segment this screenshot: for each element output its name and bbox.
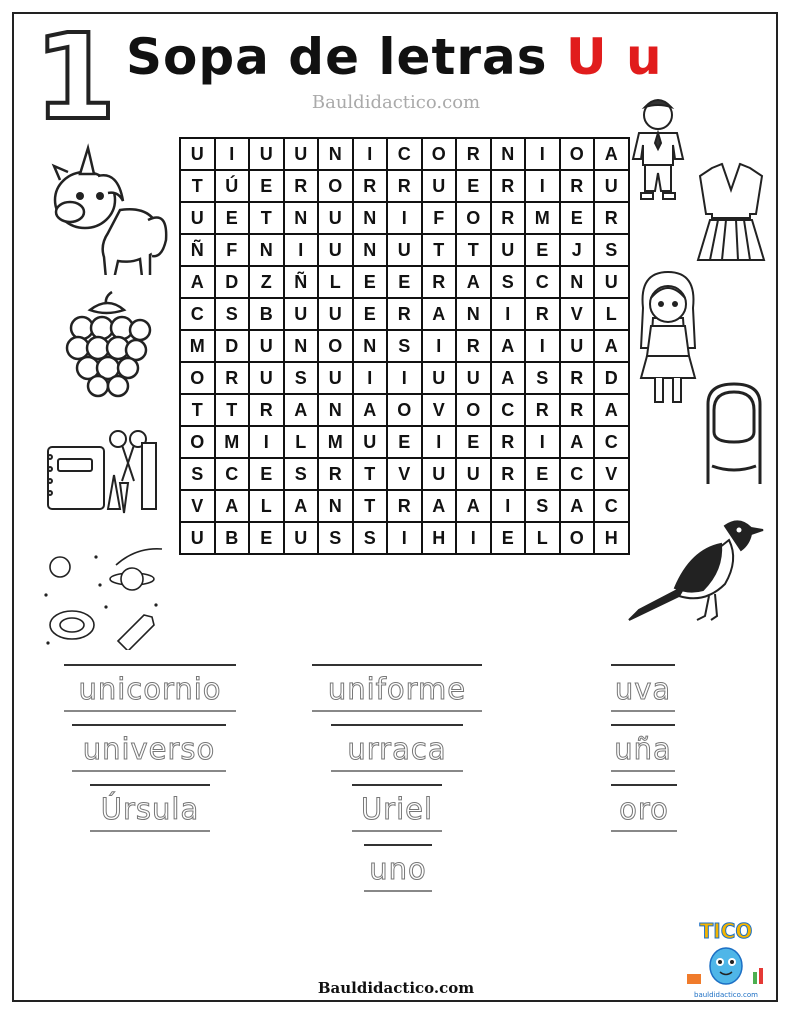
grid-cell[interactable]: V <box>387 458 422 490</box>
grid-cell[interactable]: U <box>318 298 353 330</box>
grid-cell[interactable]: C <box>215 458 250 490</box>
grid-cell[interactable]: C <box>560 458 595 490</box>
grid-cell[interactable]: Ñ <box>180 234 215 266</box>
grid-cell[interactable]: U <box>249 362 284 394</box>
grid-cell[interactable]: R <box>525 394 560 426</box>
grid-cell[interactable]: I <box>353 138 388 170</box>
grid-cell[interactable]: L <box>249 490 284 522</box>
grid-cell[interactable]: I <box>456 522 491 554</box>
grid-cell[interactable]: R <box>525 298 560 330</box>
grid-cell[interactable]: U <box>491 234 526 266</box>
grid-cell[interactable]: U <box>422 170 457 202</box>
grid-cell[interactable]: H <box>422 522 457 554</box>
grid-cell[interactable]: A <box>491 330 526 362</box>
trace-word-urraca: urraca <box>331 724 463 772</box>
grid-cell[interactable]: A <box>284 490 319 522</box>
grid-cell[interactable]: E <box>249 458 284 490</box>
grid-cell[interactable]: I <box>387 202 422 234</box>
grid-cell[interactable]: Z <box>249 266 284 298</box>
grid-cell[interactable]: S <box>387 330 422 362</box>
grid-cell[interactable]: A <box>594 330 629 362</box>
grid-cell[interactable]: S <box>180 458 215 490</box>
grid-cell[interactable]: I <box>422 426 457 458</box>
grid-cell[interactable]: U <box>180 138 215 170</box>
grid-cell[interactable]: R <box>491 170 526 202</box>
grid-cell[interactable]: R <box>318 458 353 490</box>
grid-cell[interactable]: U <box>456 362 491 394</box>
grid-cell[interactable]: M <box>180 330 215 362</box>
grid-row <box>180 234 629 266</box>
grid-cell[interactable]: S <box>525 362 560 394</box>
grid-cell[interactable]: N <box>249 234 284 266</box>
trace-word-universo: universo <box>72 724 226 772</box>
grid-row <box>180 202 629 234</box>
school-supplies-picture <box>42 425 162 517</box>
trace-word-oro: oro <box>611 784 677 832</box>
grid-cell[interactable]: S <box>284 458 319 490</box>
grapes-picture <box>60 290 155 405</box>
grid-row <box>180 490 629 522</box>
grid-cell[interactable]: O <box>560 138 595 170</box>
grid-cell[interactable]: V <box>560 298 595 330</box>
grid-row <box>180 170 629 202</box>
site-watermark-top: Bauldidactico.com <box>311 92 481 113</box>
grid-cell[interactable]: V <box>594 458 629 490</box>
trace-word-una: uña <box>611 724 675 772</box>
grid-cell[interactable]: E <box>249 170 284 202</box>
grid-cell[interactable]: C <box>180 298 215 330</box>
grid-cell[interactable]: T <box>215 394 250 426</box>
trace-word-uno: uno <box>364 844 432 892</box>
grid-cell[interactable]: R <box>284 170 319 202</box>
grid-cell[interactable]: A <box>594 138 629 170</box>
grid-cell[interactable]: A <box>353 394 388 426</box>
grid-cell[interactable]: J <box>560 234 595 266</box>
grid-cell[interactable]: R <box>249 394 284 426</box>
grid-cell[interactable]: E <box>249 522 284 554</box>
grid-cell[interactable]: O <box>456 202 491 234</box>
grid-row <box>180 330 629 362</box>
grid-cell[interactable]: U <box>387 234 422 266</box>
grid-cell[interactable]: L <box>318 266 353 298</box>
grid-cell[interactable]: L <box>525 522 560 554</box>
svg-text:1: 1 <box>33 18 117 130</box>
grid-cell[interactable]: N <box>318 490 353 522</box>
grid-cell[interactable]: N <box>353 330 388 362</box>
grid-cell[interactable]: E <box>456 426 491 458</box>
grid-cell[interactable]: U <box>353 426 388 458</box>
grid-cell[interactable]: M <box>525 202 560 234</box>
grid-cell[interactable]: M <box>318 426 353 458</box>
grid-cell[interactable]: U <box>318 202 353 234</box>
grid-cell[interactable]: V <box>422 394 457 426</box>
grid-cell[interactable]: O <box>387 394 422 426</box>
grid-cell[interactable]: A <box>422 298 457 330</box>
grid-cell[interactable]: I <box>491 490 526 522</box>
word-search-grid <box>179 137 630 555</box>
grid-cell[interactable]: N <box>284 330 319 362</box>
grid-cell[interactable]: E <box>560 202 595 234</box>
grid-cell[interactable]: U <box>422 458 457 490</box>
trace-word-unicornio: unicornio <box>64 664 236 712</box>
grid-row <box>180 394 629 426</box>
grid-cell[interactable]: E <box>387 266 422 298</box>
grid-cell[interactable]: N <box>456 298 491 330</box>
grid-cell[interactable]: R <box>422 266 457 298</box>
page-title <box>126 22 663 92</box>
grid-cell[interactable]: A <box>215 490 250 522</box>
grid-cell[interactable]: I <box>387 362 422 394</box>
grid-cell[interactable]: U <box>594 170 629 202</box>
grid-cell[interactable]: U <box>594 266 629 298</box>
grid-cell[interactable]: O <box>422 138 457 170</box>
grid-cell[interactable]: I <box>525 170 560 202</box>
universe-picture <box>36 545 166 650</box>
grid-cell[interactable]: R <box>560 394 595 426</box>
grid-cell[interactable]: T <box>422 234 457 266</box>
grid-cell[interactable]: L <box>284 426 319 458</box>
grid-cell[interactable]: U <box>456 458 491 490</box>
trace-word-ursula: Úrsula <box>90 784 210 832</box>
grid-cell[interactable]: T <box>456 234 491 266</box>
grid-cell[interactable]: V <box>180 490 215 522</box>
grid-cell[interactable]: R <box>387 170 422 202</box>
grid-cell[interactable]: A <box>422 490 457 522</box>
grid-cell[interactable]: I <box>387 522 422 554</box>
grid-cell[interactable]: S <box>353 522 388 554</box>
grid-cell[interactable]: C <box>387 138 422 170</box>
grid-cell[interactable]: U <box>422 362 457 394</box>
grid-cell[interactable]: L <box>594 298 629 330</box>
grid-cell[interactable]: O <box>180 362 215 394</box>
grid-cell[interactable]: M <box>215 426 250 458</box>
grid-cell[interactable]: E <box>456 170 491 202</box>
unicorn-picture <box>40 140 170 275</box>
grid-cell[interactable]: N <box>318 138 353 170</box>
grid-cell[interactable]: O <box>318 170 353 202</box>
grid-cell[interactable]: U <box>180 522 215 554</box>
grid-cell[interactable]: T <box>180 394 215 426</box>
grid-cell[interactable]: I <box>284 234 319 266</box>
grid-cell[interactable]: T <box>353 458 388 490</box>
grid-cell[interactable]: U <box>249 330 284 362</box>
grid-cell[interactable]: I <box>525 138 560 170</box>
grid-cell[interactable]: R <box>560 362 595 394</box>
grid-cell[interactable]: S <box>525 490 560 522</box>
grid-row <box>180 362 629 394</box>
grid-cell[interactable]: N <box>284 202 319 234</box>
grid-cell[interactable]: I <box>491 298 526 330</box>
grid-cell[interactable]: N <box>560 266 595 298</box>
grid-cell[interactable]: S <box>594 234 629 266</box>
grid-cell[interactable]: S <box>491 266 526 298</box>
grid-cell[interactable]: R <box>491 458 526 490</box>
grid-cell[interactable]: U <box>284 298 319 330</box>
grid-row <box>180 266 629 298</box>
grid-cell[interactable]: A <box>560 490 595 522</box>
grid-cell[interactable]: C <box>594 490 629 522</box>
grid-row <box>180 426 629 458</box>
magpie-bird-picture <box>625 510 765 622</box>
grid-cell[interactable]: I <box>525 426 560 458</box>
grid-cell[interactable]: A <box>491 362 526 394</box>
svg-text:bauldidactico.com: bauldidactico.com <box>694 991 758 999</box>
grid-cell[interactable]: C <box>491 394 526 426</box>
grid-cell[interactable]: R <box>215 362 250 394</box>
grid-cell[interactable]: Ú <box>215 170 250 202</box>
grid-cell[interactable]: I <box>215 138 250 170</box>
fingernail-picture <box>702 380 764 488</box>
grid-cell[interactable]: H <box>594 522 629 554</box>
grid-cell[interactable]: A <box>180 266 215 298</box>
grid-cell[interactable]: O <box>456 394 491 426</box>
grid-cell[interactable]: E <box>491 522 526 554</box>
grid-cell[interactable]: U <box>284 522 319 554</box>
grid-cell[interactable]: N <box>491 138 526 170</box>
grid-cell[interactable]: E <box>387 426 422 458</box>
grid-cell[interactable]: T <box>180 170 215 202</box>
grid-row <box>180 522 629 554</box>
trace-word-uniforme: uniforme <box>312 664 482 712</box>
grid-cell[interactable]: I <box>249 426 284 458</box>
grid-cell[interactable]: R <box>491 426 526 458</box>
grid-cell[interactable]: R <box>387 490 422 522</box>
grid-cell[interactable]: O <box>318 330 353 362</box>
grid-cell[interactable]: U <box>560 330 595 362</box>
grid-cell[interactable]: F <box>422 202 457 234</box>
grid-cell[interactable]: R <box>594 202 629 234</box>
grid-cell[interactable]: U <box>284 138 319 170</box>
worksheet-number <box>30 18 120 130</box>
grid-cell[interactable]: R <box>560 170 595 202</box>
grid-row <box>180 138 629 170</box>
grid-cell[interactable]: U <box>249 138 284 170</box>
grid-cell[interactable]: E <box>215 202 250 234</box>
grid-cell[interactable]: D <box>594 362 629 394</box>
grid-cell[interactable]: S <box>284 362 319 394</box>
grid-cell[interactable]: R <box>456 138 491 170</box>
grid-cell[interactable]: T <box>353 490 388 522</box>
grid-cell[interactable]: O <box>560 522 595 554</box>
title-letters: U u <box>565 28 663 86</box>
grid-cell[interactable]: S <box>318 522 353 554</box>
grid-cell[interactable]: E <box>525 458 560 490</box>
grid-cell[interactable]: I <box>525 330 560 362</box>
grid-cell[interactable]: N <box>353 234 388 266</box>
grid-row <box>180 458 629 490</box>
grid-cell[interactable]: U <box>180 202 215 234</box>
grid-cell[interactable]: I <box>353 362 388 394</box>
grid-cell[interactable]: R <box>353 170 388 202</box>
grid-cell[interactable]: R <box>387 298 422 330</box>
grid-cell[interactable]: C <box>525 266 560 298</box>
grid-cell[interactable]: C <box>594 426 629 458</box>
grid-cell[interactable]: E <box>353 266 388 298</box>
grid-cell[interactable]: Ñ <box>284 266 319 298</box>
grid-cell[interactable]: A <box>594 394 629 426</box>
grid-cell[interactable]: D <box>215 330 250 362</box>
title-main: Sopa de letras <box>126 28 548 86</box>
uniform-clothes-picture <box>694 160 768 265</box>
trace-word-uva: uva <box>611 664 675 712</box>
grid-cell[interactable]: F <box>215 234 250 266</box>
grid-cell[interactable]: S <box>215 298 250 330</box>
grid-cell[interactable]: U <box>318 234 353 266</box>
trace-word-uriel: Uriel <box>352 784 442 832</box>
site-footer: Bauldidactico.com <box>317 979 475 997</box>
grid-cell[interactable]: D <box>215 266 250 298</box>
girl-uniform-picture <box>633 268 703 413</box>
grid-cell[interactable]: N <box>318 394 353 426</box>
grid-cell[interactable]: R <box>456 330 491 362</box>
grid-cell[interactable]: N <box>353 202 388 234</box>
grid-cell[interactable]: B <box>249 298 284 330</box>
grid-cell[interactable]: E <box>353 298 388 330</box>
grid-cell[interactable]: R <box>491 202 526 234</box>
grid-cell[interactable]: A <box>456 266 491 298</box>
grid-cell[interactable]: I <box>422 330 457 362</box>
grid-cell[interactable]: A <box>456 490 491 522</box>
grid-cell[interactable]: U <box>318 362 353 394</box>
grid-cell[interactable]: T <box>249 202 284 234</box>
grid-cell[interactable]: B <box>215 522 250 554</box>
grid-cell[interactable]: E <box>525 234 560 266</box>
grid-cell[interactable]: O <box>180 426 215 458</box>
svg-text:TICO: TICO <box>699 919 753 943</box>
grid-cell[interactable]: A <box>560 426 595 458</box>
grid-row <box>180 298 629 330</box>
grid-cell[interactable]: A <box>284 394 319 426</box>
boy-uniform-picture <box>627 95 689 205</box>
